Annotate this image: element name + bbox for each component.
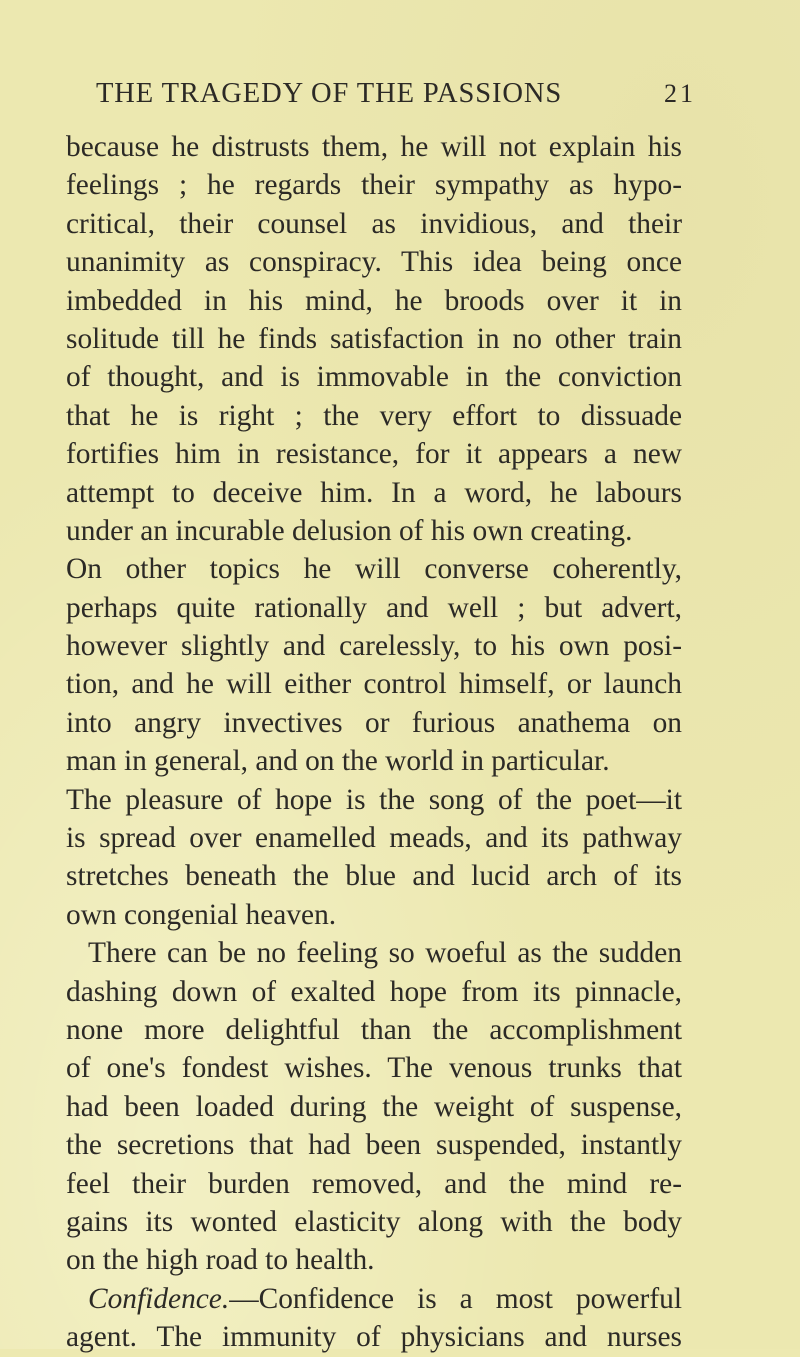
text-line: solitude till he finds satisfaction in no other train [66, 322, 682, 355]
text-line: critical, their counsel as invidious, and their [66, 207, 682, 240]
text-line: agent. The immunity of physicians and nurses [66, 1321, 682, 1354]
text-line: On other topics he will converse coherently, [66, 553, 682, 586]
text-line: man in general, and on the world in particular. [66, 745, 610, 778]
text-line: feelings ; he regards their sympathy as hypo- [66, 169, 682, 202]
text-line-confidence [66, 1280, 682, 1318]
text-line: perhaps quite rationally and well ; but advert, [66, 591, 682, 624]
text-line: gains its wonted elasticity along with the body [66, 1205, 682, 1238]
text-line: of thought, and is immovable in the conviction [66, 361, 682, 394]
page-number: 21 [664, 79, 696, 108]
text-line: The pleasure of hope is the song of the poet—it [66, 783, 682, 816]
text-line: that he is right ; the very effort to dissuade [66, 399, 682, 432]
text-line: tion, and he will either control himself, or launch [66, 668, 682, 701]
text-line: however slightly and carelessly, to his own posi- [66, 630, 682, 663]
body-text [66, 128, 682, 1357]
text-line: of one's fondest wishes. The venous trunks that [66, 1052, 682, 1085]
text-line: There can be no feeling so woeful as the sudden [88, 937, 682, 970]
text-line: the secretions that had been suspended, instantly [66, 1129, 682, 1162]
text-line: own congenial heaven. [66, 898, 337, 931]
text-line: into angry invectives or furious anathema on [66, 706, 682, 739]
section-heading-confidence: Confidence. [88, 1282, 230, 1315]
text-line: because he distrusts them, he will not explain his [66, 131, 682, 163]
text-line: stretches beneath the blue and lucid arch of its [66, 860, 682, 893]
text-line: attempt to deceive him. In a word, he labours [66, 476, 682, 509]
running-head-title: THE TRAGEDY OF THE PASSIONS [96, 78, 563, 109]
text-line: under an incurable delusion of his own creating. [66, 514, 633, 547]
text-line: dashing down of exalted hope from its pinnacle, [66, 975, 682, 1008]
text-line: unanimity as conspiracy. This idea being once [66, 246, 682, 279]
text-line: had been loaded during the weight of suspense, [66, 1090, 682, 1123]
text-line: is spread over enamelled meads, and its pathway [66, 822, 682, 855]
text-line: fortifies him in resistance, for it appears a new [66, 438, 682, 471]
text-line: on the high road to health. [66, 1244, 375, 1277]
text-line: feel their burden removed, and the mind re- [66, 1167, 682, 1200]
text-line: none more delightful than the accomplishment [66, 1013, 682, 1046]
text-line: imbedded in his mind, he broods over it in [66, 284, 682, 317]
running-head [96, 74, 696, 114]
text-fragment: —Confidence is a most powerful [229, 1282, 682, 1315]
